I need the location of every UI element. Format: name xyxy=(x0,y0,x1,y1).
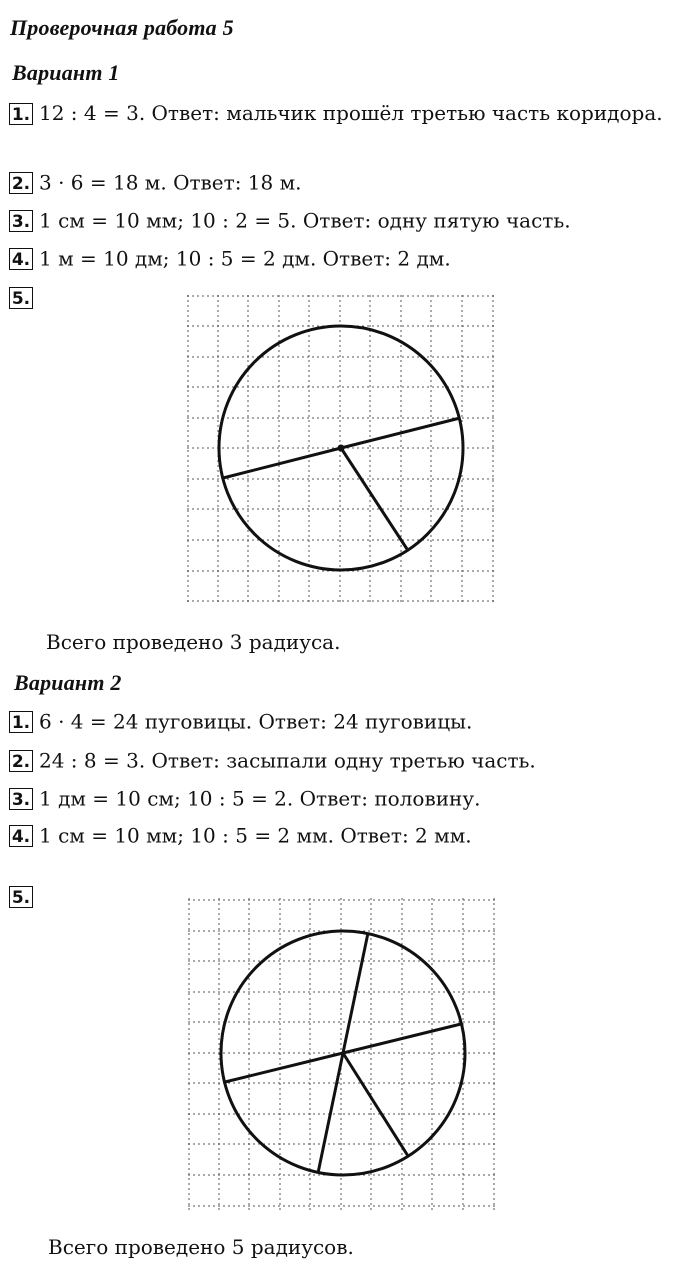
variant-1-task-4 xyxy=(9,247,451,270)
task-text: 1 см = 10 мм; 10 : 2 = 5. Ответ: одну пятую часть. xyxy=(39,208,571,233)
task-number-badge: 4. xyxy=(9,248,33,270)
task-number-badge: 2. xyxy=(9,172,33,194)
radius-line xyxy=(341,418,460,448)
radius-line xyxy=(343,933,368,1053)
variant-2-task-4 xyxy=(9,824,472,847)
task-text: 12 : 4 = 3. Ответ: мальчик прошёл третью часть коридора. xyxy=(39,101,663,125)
variant-1-task-2 xyxy=(9,171,302,194)
task-text: 3 · 6 = 18 м. Ответ: 18 м. xyxy=(39,170,302,195)
task-number-badge: 3. xyxy=(9,210,33,232)
radius-line xyxy=(223,448,341,478)
task-number-badge: 1. xyxy=(9,103,33,125)
task-number-badge: 2. xyxy=(9,750,33,772)
variant-1-task-3 xyxy=(9,209,571,232)
radius-line xyxy=(341,448,407,549)
radius-line xyxy=(343,1053,408,1156)
task-number-badge: 5. xyxy=(9,287,33,309)
task-number-badge: 3. xyxy=(9,788,33,810)
radius-line xyxy=(318,1053,343,1173)
task-text: 1 м = 10 дм; 10 : 5 = 2 дм. Ответ: 2 дм. xyxy=(39,246,451,271)
variant-1-task-1 xyxy=(9,97,679,129)
circle-center-point xyxy=(338,445,345,452)
variant-2-circle-figure xyxy=(188,898,496,1210)
task-number-badge: 1. xyxy=(9,711,33,733)
radius-line xyxy=(225,1053,343,1082)
variant-1-task-5 xyxy=(9,286,39,309)
task-text: 24 : 8 = 3. Ответ: засыпали одну третью часть. xyxy=(39,748,536,773)
variant-2-summary: Всего проведено 5 радиусов. xyxy=(48,1235,354,1259)
variant-1-summary: Всего проведено 3 радиуса. xyxy=(46,630,341,654)
page-title: Проверочная работа 5 xyxy=(10,15,234,40)
task-text: 1 см = 10 мм; 10 : 5 = 2 мм. Ответ: 2 мм. xyxy=(39,823,472,848)
variant-1-title: Вариант 1 xyxy=(12,60,120,85)
task-text: 1 дм = 10 см; 10 : 5 = 2. Ответ: половину. xyxy=(39,786,481,811)
task-number-badge: 4. xyxy=(9,825,33,847)
variant-1-circle-figure xyxy=(187,295,495,605)
task-text: 6 · 4 = 24 пуговицы. Ответ: 24 пуговицы. xyxy=(39,709,473,734)
variant-2-task-5 xyxy=(9,885,39,908)
variant-2-title: Вариант 2 xyxy=(14,670,122,695)
variant-2-task-1 xyxy=(9,710,472,733)
task-number-badge: 5. xyxy=(9,886,33,908)
variant-2-task-3 xyxy=(9,787,481,810)
variant-2-task-2 xyxy=(9,749,536,772)
